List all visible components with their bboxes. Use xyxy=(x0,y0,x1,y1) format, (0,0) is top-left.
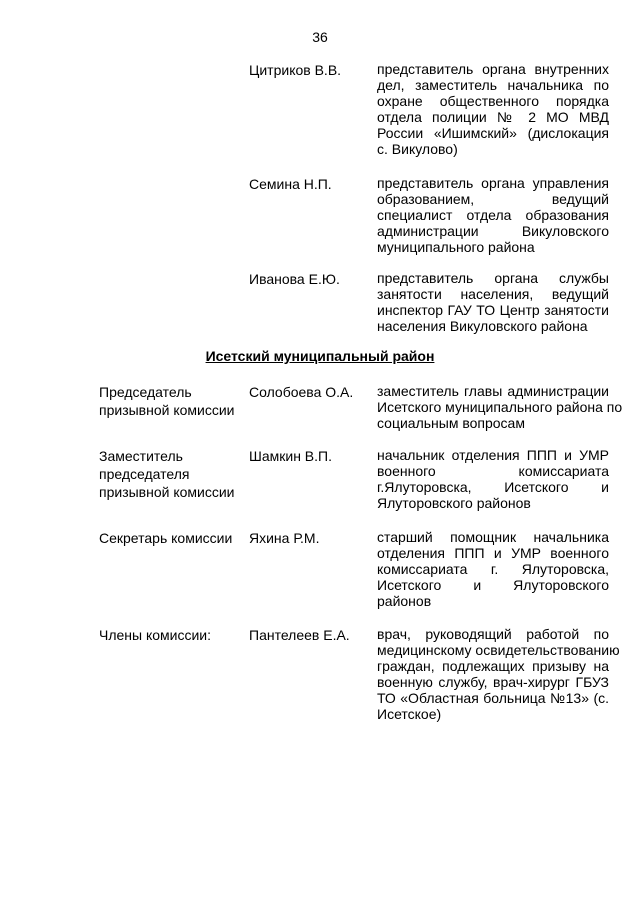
member-description xyxy=(377,270,609,334)
role-line: Председатель xyxy=(99,384,192,400)
description-line: образованием, ведущий xyxy=(377,191,609,207)
member-name: Цитриков В.В. xyxy=(249,62,342,78)
member-description xyxy=(377,626,620,722)
member-role xyxy=(99,383,249,419)
description-line: граждан, подлежащих призыву на xyxy=(377,658,609,674)
description-line: Исетского и Ялуторовского xyxy=(377,577,609,593)
description-line: населения Викуловского района xyxy=(377,318,588,334)
description-line: охране общественного порядка xyxy=(377,93,609,109)
description-line: муниципального района xyxy=(377,239,535,255)
description-line: военную службу, врач-хирург ГБУЗ xyxy=(377,674,609,690)
description-line: ТО «Областная больница №13» (с. xyxy=(377,690,609,706)
role-line: призывной комиссии xyxy=(99,484,235,500)
member-description xyxy=(377,529,609,609)
member-role xyxy=(99,529,249,547)
description-line: администрации Викуловского xyxy=(377,223,609,239)
description-line: с. Викулово) xyxy=(377,141,458,157)
member-role xyxy=(99,447,249,501)
role-line: Заместитель xyxy=(99,448,183,464)
description-line: представитель органа управления xyxy=(377,175,609,191)
description-line: представитель органа службы xyxy=(377,270,609,286)
description-line: представитель органа внутренних xyxy=(377,61,609,77)
description-line: начальник отделения ППП и УМР xyxy=(377,447,609,463)
description-line: отделения ППП и УМР военного xyxy=(377,545,609,561)
member-name: Шамкин В.П. xyxy=(249,448,332,464)
member-name: Иванова Е.Ю. xyxy=(249,271,340,287)
description-line: Исетского муниципального района по xyxy=(377,399,623,415)
role-line: председателя xyxy=(99,466,190,482)
page-number: 36 xyxy=(312,29,328,45)
description-line: занятости населения, ведущий xyxy=(377,286,609,302)
member-role xyxy=(99,626,249,644)
role-line: Члены комиссии: xyxy=(99,627,212,643)
member-name: Пантелеев Е.А. xyxy=(249,627,350,643)
description-line: комиссариата г. Ялуторовска, xyxy=(377,561,609,577)
description-line: военного комиссариата xyxy=(377,463,609,479)
section-heading: Исетский муниципальный район xyxy=(205,348,435,364)
member-description xyxy=(377,447,609,511)
role-line: Секретарь комиссии xyxy=(99,530,233,546)
description-line: социальным вопросам xyxy=(377,415,525,431)
member-name: Яхина Р.М. xyxy=(249,530,320,546)
description-line: Ялуторовского районов xyxy=(377,495,531,511)
member-name: Солобоева О.А. xyxy=(249,384,354,400)
description-line: г.Ялуторовска, Исетского и xyxy=(377,479,609,495)
description-line: дел, заместитель начальника по xyxy=(377,77,609,93)
member-description xyxy=(377,61,609,157)
role-line: призывной комиссии xyxy=(99,402,235,418)
description-line: медицинскому освидетельствованию xyxy=(377,642,620,658)
description-line: заместитель главы администрации xyxy=(377,383,609,399)
description-line: России «Ишимский» (дислокация xyxy=(377,125,609,141)
description-line: инспектор ГАУ ТО Центр занятости xyxy=(377,302,609,318)
member-description xyxy=(377,383,623,431)
member-description xyxy=(377,175,609,255)
member-name: Семина Н.П. xyxy=(249,176,332,192)
description-line: Исетское) xyxy=(377,706,442,722)
description-line: специалист отдела образования xyxy=(377,207,609,223)
description-line: отдела полиции № 2 МО МВД xyxy=(377,109,609,125)
description-line: врач, руководящий работой по xyxy=(377,626,609,642)
description-line: старший помощник начальника xyxy=(377,529,609,545)
description-line: районов xyxy=(377,593,432,609)
